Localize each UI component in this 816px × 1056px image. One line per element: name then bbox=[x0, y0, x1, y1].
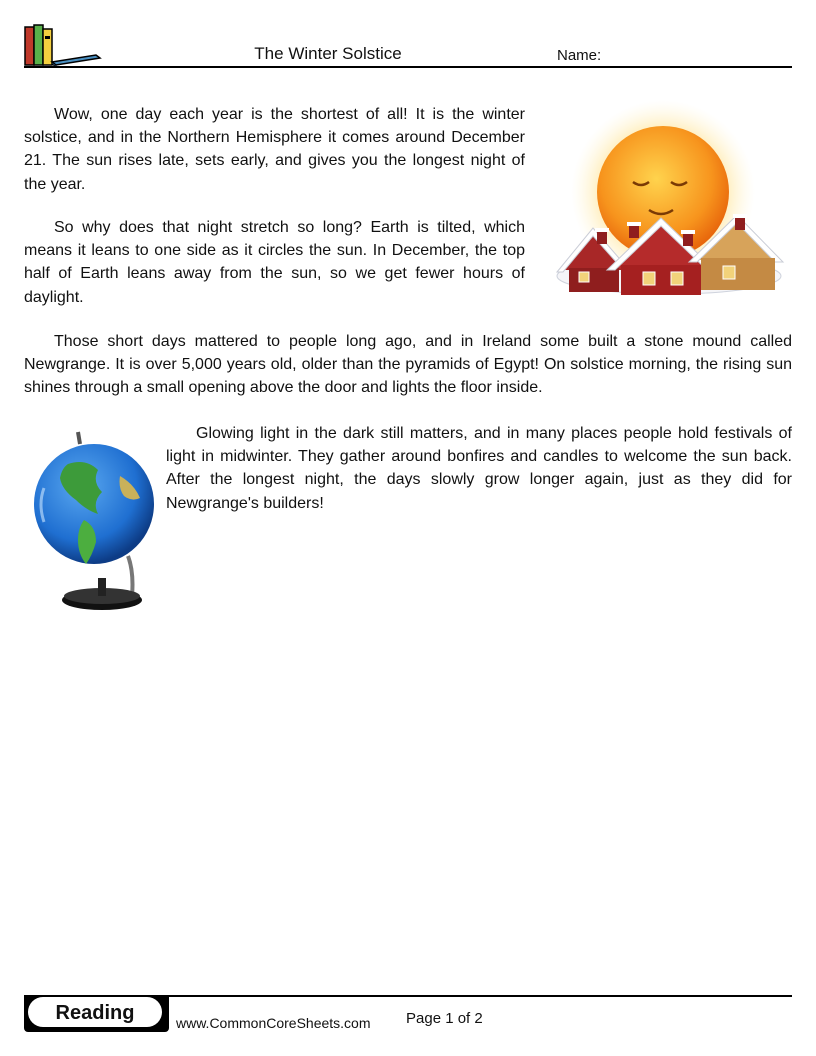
header-divider bbox=[24, 66, 792, 68]
paragraph-3: Those short days mattered to people long ago, and in Ireland some built a stone mound called Newgrange. It is over 5,000 years old, older than the pyramids of Egypt! On solstice morning, the rising sun shines through a small opening above the door and lights the floor inside. bbox=[24, 333, 792, 397]
paragraph-2: So why does that night stretch so long? Earth is tilted, which means it leans to one side as it circles the sun. In December, the top half of Earth leans away from the sun, so we get fewer hours of daylight. bbox=[24, 219, 525, 306]
page-number: Page 1 of 2 bbox=[406, 1010, 483, 1027]
paragraph-1: Wow, one day each year is the shortest of all! It is the winter solstice, and in the Northern Hemisphere it comes around December 21. The sun rises late, sets early, and gives you the longest night of the year. bbox=[24, 106, 525, 193]
subject-label: Reading bbox=[28, 997, 162, 1027]
name-label: Name: bbox=[557, 47, 602, 64]
subject-badge bbox=[24, 997, 169, 1032]
site-url: www.CommonCoreSheets.com bbox=[176, 1015, 371, 1031]
paragraph-4: Glowing light in the dark still matters, and in many places people hold festivals of light in midwinter. They gather around bonfires and candles to welcome the sun back. After the longest night, the days slowly grow longer again, just as they did for Newgrange's builders! bbox=[166, 425, 792, 512]
globe-illustration bbox=[28, 428, 158, 618]
worksheet-title: The Winter Solstice bbox=[254, 44, 402, 63]
sun-over-snowy-houses-illustration bbox=[553, 100, 785, 300]
